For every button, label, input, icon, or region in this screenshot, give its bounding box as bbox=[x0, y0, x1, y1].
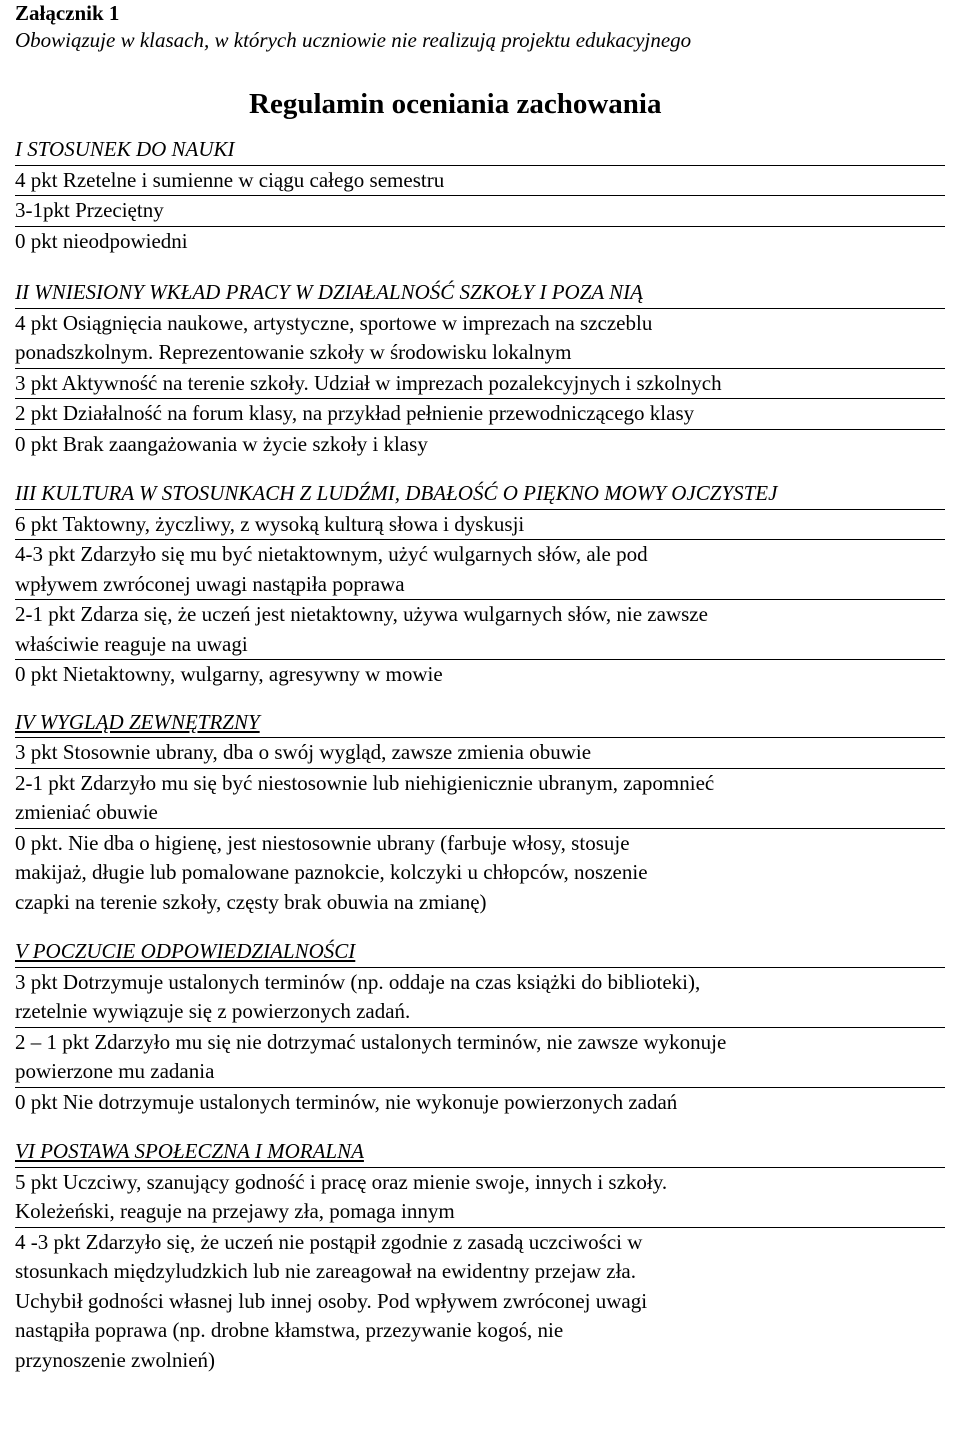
criterion-line: 4-3 pkt Zdarzyło się mu być nietaktownym, użyć wulgarnych słów, ale pod bbox=[15, 542, 648, 566]
criterion-item bbox=[15, 165, 945, 196]
criterion-line: stosunkach międzyludzkich lub nie zareagował na ewidentny przejaw zła. bbox=[15, 1259, 637, 1283]
criterion-line: rzetelnie wywiązuje się z powierzonych zadań. bbox=[15, 999, 411, 1023]
criterion-line: 2 pkt Działalność na forum klasy, na przykład pełnienie przewodniczącego klasy bbox=[15, 401, 695, 425]
criterion-item bbox=[15, 967, 945, 1027]
criterion-line: powierzone mu zadania bbox=[15, 1059, 215, 1083]
criterion-line: wpływem zwróconej uwagi nastąpiła poprawa bbox=[15, 571, 405, 596]
criterion-line: 4 pkt Osiągnięcia naukowe, artystyczne, sportowe w imprezach na szczeblu bbox=[15, 310, 653, 335]
section-4 bbox=[15, 708, 945, 918]
criterion-item bbox=[15, 195, 945, 226]
criterion-line: właściwie reaguje na uwagi bbox=[15, 631, 248, 656]
criterion-line: nastąpiła poprawa (np. drobne kłamstwa, przezywanie kogoś, nie bbox=[15, 1318, 564, 1342]
section-2 bbox=[15, 278, 945, 459]
criterion-item bbox=[15, 539, 945, 599]
criteria-list bbox=[15, 737, 945, 917]
criterion-item bbox=[15, 1227, 945, 1376]
criterion-item bbox=[15, 226, 945, 257]
criterion-line: 2-1 pkt Zdarzyło mu się być niestosownie lub niehigienicznie ubranym, zapomnieć bbox=[15, 770, 715, 795]
section-3 bbox=[15, 479, 945, 690]
criterion-item bbox=[15, 599, 945, 659]
section-heading: VI POSTAWA SPOŁECZNA I MORALNA bbox=[15, 1139, 364, 1163]
section-heading: II WNIESIONY WKŁAD PRACY W DZIAŁALNOŚĆ SZKOŁY I POZA NIĄ bbox=[15, 280, 643, 304]
criteria-list bbox=[15, 1167, 945, 1376]
document-title: Regulamin oceniania zachowania bbox=[249, 88, 662, 120]
sections-container bbox=[15, 135, 945, 1375]
criterion-item bbox=[15, 308, 945, 368]
section-heading: IV WYGLĄD ZEWNĘTRZNY bbox=[15, 709, 260, 734]
criterion-line: przynoszenie zwolnień) bbox=[15, 1347, 216, 1372]
criterion-line: 2-1 pkt Zdarza się, że uczeń jest nietaktowny, używa wulgarnych słów, nie zawsze bbox=[15, 602, 708, 626]
applicability-note: Obowiązuje w klasach, w których uczniowie nie realizują projektu edukacyjnego bbox=[15, 28, 692, 52]
criterion-line: 3 pkt Stosownie ubrany, dba o swój wygląd, zawsze zmienia obuwie bbox=[15, 740, 592, 764]
criteria-list bbox=[15, 967, 945, 1118]
criterion-item bbox=[15, 768, 945, 828]
criterion-item bbox=[15, 828, 945, 918]
criterion-line: czapki na terenie szkoły, częsty brak obuwia na zmianę) bbox=[15, 889, 487, 914]
criterion-line: zmieniać obuwie bbox=[15, 800, 158, 824]
criteria-list bbox=[15, 509, 945, 690]
criterion-item bbox=[15, 659, 945, 690]
criterion-item bbox=[15, 1027, 945, 1087]
section-5 bbox=[15, 937, 945, 1117]
section-heading: III KULTURA W STOSUNKACH Z LUDŹMI, DBAŁOŚĆ O PIĘKNO MOWY OJCZYSTEJ bbox=[15, 481, 778, 505]
criterion-line: 0 pkt Nie dotrzymuje ustalonych terminów, nie wykonuje powierzonych zadań bbox=[15, 1089, 678, 1114]
criterion-item bbox=[15, 368, 945, 399]
criterion-line: 0 pkt Brak zaangażowania w życie szkoły i klasy bbox=[15, 431, 428, 456]
criterion-line: 3 pkt Aktywność na terenie szkoły. Udział w imprezach pozalekcyjnych i szkolnych bbox=[15, 370, 722, 395]
criterion-line: 4 pkt Rzetelne i sumienne w ciągu całego semestru bbox=[15, 167, 445, 192]
criterion-line: ponadszkolnym. Reprezentowanie szkoły w środowisku lokalnym bbox=[15, 340, 572, 364]
criterion-item bbox=[15, 1087, 945, 1118]
section-heading: I STOSUNEK DO NAUKI bbox=[15, 137, 235, 161]
criterion-line: 6 pkt Taktowny, życzliwy, z wysoką kulturą słowa i dyskusji bbox=[15, 511, 525, 536]
criterion-line: Uchybił godności własnej lub innej osoby. Pod wpływem zwróconej uwagi bbox=[15, 1288, 648, 1313]
criterion-item bbox=[15, 429, 945, 460]
criterion-line: Koleżeński, reaguje na przejawy zła, pomaga innym bbox=[15, 1199, 455, 1223]
criterion-line: 0 pkt. Nie dba o higienę, jest niestosownie ubrany (farbuje włosy, stosuje bbox=[15, 830, 630, 855]
criterion-line: 0 pkt Nietaktowny, wulgarny, agresywny w mowie bbox=[15, 662, 443, 686]
criterion-line: makijaż, długie lub pomalowane paznokcie, kolczyki u chłopców, noszenie bbox=[15, 860, 648, 884]
criteria-list bbox=[15, 308, 945, 460]
criterion-line: 0 pkt nieodpowiedni bbox=[15, 228, 188, 253]
criterion-item bbox=[15, 509, 945, 540]
section-6 bbox=[15, 1137, 945, 1375]
criterion-item bbox=[15, 1167, 945, 1227]
criterion-item bbox=[15, 398, 945, 429]
section-1 bbox=[15, 135, 945, 256]
criterion-line: 2 – 1 pkt Zdarzyło mu się nie dotrzymać ustalonych terminów, nie zawsze wykonuje bbox=[15, 1029, 727, 1054]
criteria-list bbox=[15, 165, 945, 257]
criterion-line: 3-1pkt Przeciętny bbox=[15, 198, 164, 222]
criterion-line: 5 pkt Uczciwy, szanujący godność i pracę oraz mienie swoje, innych i szkoły. bbox=[15, 1169, 668, 1194]
criterion-line: 3 pkt Dotrzymuje ustalonych terminów (np. oddaje na czas książki do biblioteki), bbox=[15, 969, 701, 994]
section-heading: V POCZUCIE ODPOWIEDZIALNOŚCI bbox=[15, 939, 356, 963]
criterion-line: 4 -3 pkt Zdarzyło się, że uczeń nie postąpił zgodnie z zasadą uczciwości w bbox=[15, 1229, 643, 1254]
annex-label: Załącznik 1 bbox=[15, 1, 120, 25]
criterion-item bbox=[15, 737, 945, 768]
